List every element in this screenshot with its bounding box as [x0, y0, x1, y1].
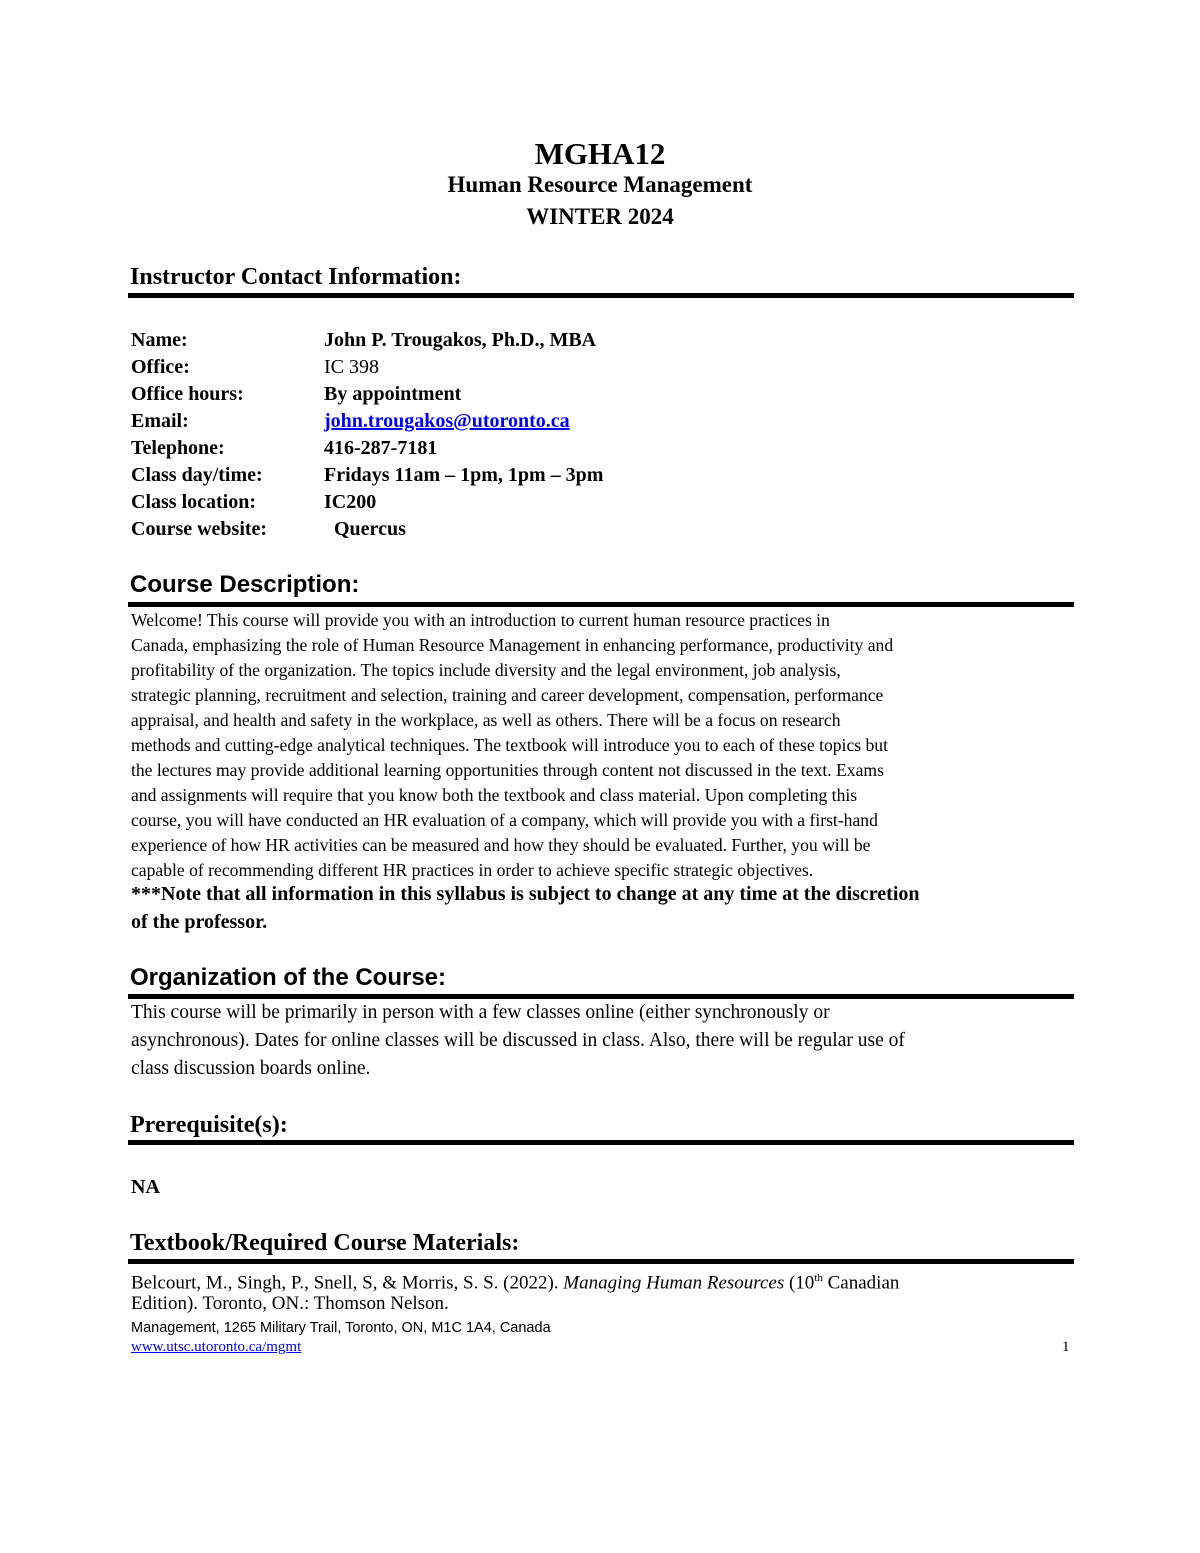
info-label: Office hours: — [131, 383, 244, 405]
info-label: Telephone: — [131, 437, 225, 459]
footer-address: Management, 1265 Military Trail, Toronto, ON, M1C 1A4, Canada — [131, 1320, 551, 1336]
syllabus-note: ***Note that all information in this syllabus is subject to change at any time at the discretion — [131, 883, 920, 905]
section-divider — [128, 1140, 1074, 1145]
organization-line: asynchronous). Dates for online classes will be discussed in class. Also, there will be regular use of — [131, 1030, 905, 1051]
info-label: Class location: — [131, 491, 256, 513]
info-label: Course website: — [131, 518, 268, 540]
description-line: capable of recommending different HR practices in order to achieve specific strategic objectives. — [131, 860, 814, 880]
info-label: Email: — [131, 410, 189, 432]
course-term: WINTER 2024 — [526, 204, 674, 229]
description-line: and assignments will require that you know both the textbook and class material. Upon completing this — [131, 785, 858, 805]
office-hours-value: By appointment — [324, 383, 462, 405]
syllabus-note: of the professor. — [131, 911, 268, 933]
info-label: Class day/time: — [131, 464, 263, 486]
description-line: methods and cutting-edge analytical techniques. The textbook will introduce you to each of these topics but — [131, 735, 888, 755]
page-number: 1 — [1062, 1339, 1070, 1355]
footer-website-link[interactable]: www.utsc.utoronto.ca/mgmt — [131, 1339, 302, 1355]
citation-edition: (10 — [784, 1272, 815, 1294]
prerequisites-heading: Prerequisite(s): — [130, 1112, 288, 1138]
section-divider — [128, 1259, 1074, 1264]
description-line: Canada, emphasizing the role of Human Resource Management in enhancing performance, productivity and — [131, 635, 894, 655]
office-value: IC 398 — [324, 356, 379, 378]
description-line: Welcome! This course will provide you with an introduction to current human resource practices in — [131, 610, 830, 630]
instructor-heading: Instructor Contact Information: — [130, 264, 462, 290]
textbook-citation-line2: Edition). Toronto, ON.: Thomson Nelson. — [131, 1293, 449, 1314]
prerequisites-value: NA — [131, 1176, 160, 1198]
description-line: strategic planning, recruitment and selection, training and career development, compensation, performance — [131, 685, 884, 705]
description-line: experience of how HR activities can be measured and how they should be evaluated. Further, you will be — [131, 835, 871, 855]
course-code: MGHA12 — [534, 136, 666, 171]
section-divider — [128, 293, 1074, 298]
class-time-value: Fridays 11am – 1pm, 1pm – 3pm — [324, 464, 604, 486]
organization-heading: Organization of the Course: — [130, 964, 447, 991]
citation-authors: Belcourt, M., Singh, P., Snell, S, & Morris, S. S. (2022). — [131, 1272, 564, 1294]
class-location-value: IC200 — [324, 491, 377, 513]
telephone-value: 416-287-7181 — [324, 437, 438, 459]
description-line: profitability of the organization. The topics include diversity and the legal environment, job analysis, — [131, 660, 841, 680]
description-line: appraisal, and health and safety in the workplace, as well as others. There will be a focus on research — [131, 710, 841, 730]
info-label: Name: — [131, 329, 188, 351]
description-line: course, you will have conducted an HR evaluation of a company, which will provide you with a first-hand — [131, 810, 878, 830]
textbook-title: Managing Human Resources — [563, 1272, 785, 1294]
course-title: Human Resource Management — [447, 172, 753, 197]
instructor-name: John P. Trougakos, Ph.D., MBA — [324, 329, 597, 351]
citation-edition-type: Canadian — [822, 1272, 900, 1294]
organization-line: This course will be primarily in person with a few classes online (either synchronously or — [131, 1002, 830, 1023]
course-description-heading: Course Description: — [130, 571, 360, 598]
info-label: Office: — [131, 356, 190, 378]
description-line: the lectures may provide additional learning opportunities through content not discussed in the text. Exams — [131, 760, 884, 780]
section-divider — [128, 602, 1074, 607]
edition-suffix: th — [814, 1272, 823, 1284]
textbook-heading: Textbook/Required Course Materials: — [130, 1230, 520, 1256]
organization-line: class discussion boards online. — [131, 1058, 371, 1079]
course-website-value: Quercus — [324, 518, 406, 540]
email-link[interactable]: john.trougakos@utoronto.ca — [324, 410, 570, 432]
